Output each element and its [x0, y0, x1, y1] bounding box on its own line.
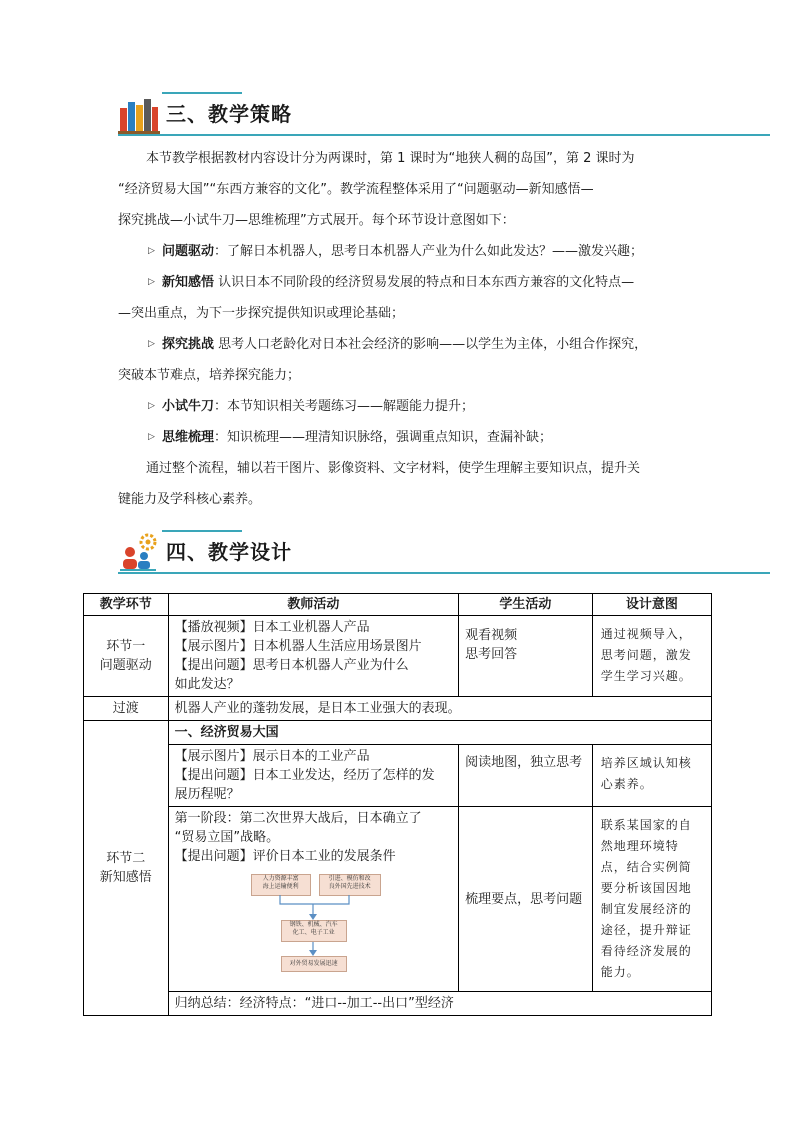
section3-heading: [118, 92, 770, 136]
bullet-item: [118, 267, 683, 298]
teacher-line: 【展示图片】日本机器人生活应用场景图片: [174, 639, 422, 654]
bullet-continuation: —突出重点，为下一步探究提供知识或理论基础；: [118, 306, 405, 321]
heading-accent-line: [162, 530, 242, 532]
teacher-line: 【展示图片】展示日本的工业产品: [174, 749, 370, 764]
books-icon: [118, 94, 160, 134]
triangle-bullet-icon: ▷: [148, 432, 155, 442]
teacher-line: 如此发达？: [174, 677, 240, 692]
transition-text: 机器人产业的蓬勃发展，是日本工业强大的表现。: [168, 697, 711, 721]
bullet-label: 问题驱动: [162, 244, 215, 259]
bullet-continuation: 突破本节难点，培养探究能力；: [118, 368, 301, 383]
teacher-line: 【播放视频】日本工业机器人产品: [174, 620, 370, 635]
teacher-activity-cell: [168, 807, 459, 992]
heading-underline: [118, 134, 770, 136]
table-row: [84, 807, 712, 992]
heading-underline: [118, 572, 770, 574]
column-header: 学生活动: [459, 594, 593, 616]
bullet-text: 本节知识相关考题练习——解题能力提升；: [227, 399, 475, 414]
design-intent-cell: 通过视频导入，思考问题，激发学生学习兴趣。: [592, 616, 711, 697]
outro-line-2: 键能力及学科核心素养。: [118, 492, 262, 507]
stage-cell: 过渡: [84, 697, 169, 721]
table-row: [84, 745, 712, 807]
student-line: 思考回答: [465, 647, 518, 662]
heading-accent-line: [162, 92, 242, 94]
flow-box-trade: 对外贸易发展迅速: [281, 956, 347, 972]
bullet-label: 思维梳理: [162, 430, 215, 445]
column-header: 设计意图: [592, 594, 711, 616]
teaching-design-table: [83, 593, 712, 1016]
intro-line-1: 本节教学根据教材内容设计分为两课时，第 1 课时为“地狭人稠的岛国”，第 2 课时为: [146, 151, 635, 166]
triangle-bullet-icon: ▷: [148, 401, 155, 411]
stage-label: 环节一: [106, 639, 146, 654]
table-row: [84, 721, 712, 745]
triangle-bullet-icon: ▷: [148, 339, 155, 349]
bullet-item: [118, 422, 683, 453]
subsection-title: 一、经济贸易大国: [168, 721, 711, 745]
triangle-bullet-icon: ▷: [148, 277, 155, 287]
student-activity-cell: [459, 616, 593, 697]
bullet-separator: ：: [214, 430, 228, 445]
bullet-item: [118, 329, 683, 360]
teacher-line: 第一阶段：第二次世界大战后，日本确立了: [174, 811, 422, 826]
outro-line-1: 通过整个流程，辅以若干图片、影像资料、文字材料，使学生理解主要知识点，提升关: [146, 461, 641, 476]
stage-name: 新知感悟: [99, 870, 152, 885]
table-row: [84, 992, 712, 1016]
teacher-line: 【提出问题】思考日本机器人产业为什么: [174, 658, 409, 673]
section4-heading: [118, 530, 770, 574]
teacher-activity-cell: [168, 745, 459, 807]
flow-box-resources: 人力资源丰富 海上运输便利: [251, 874, 311, 896]
bullet-separator: ：: [214, 244, 228, 259]
section3-body: [118, 143, 683, 515]
section4-title: 四、教学设计: [166, 540, 292, 564]
teacher-line: 展历程呢？: [174, 787, 240, 802]
table-row: [84, 616, 712, 697]
stage-cell: [84, 721, 169, 1016]
bullet-label: 探究挑战: [162, 337, 215, 352]
table-row: [84, 697, 712, 721]
section3-title: 三、教学策略: [166, 102, 292, 126]
stage-label: 环节二: [106, 851, 146, 866]
teacher-line: 【提出问题】日本工业发达，经历了怎样的发: [174, 768, 435, 783]
stage-cell: [84, 616, 169, 697]
flow-box-industries: 钢铁、机械、汽车 化工、电子工业: [281, 920, 347, 942]
table-header-row: [84, 594, 712, 616]
bullet-text: 了解日本机器人，思考日本机器人产业为什么如此发达？——激发兴趣；: [227, 244, 644, 259]
teacher-activity-cell: [168, 616, 459, 697]
bullet-label: 小试牛刀: [162, 399, 215, 414]
stage-name: 问题驱动: [99, 658, 152, 673]
student-activity-cell: 梳理要点，思考问题: [459, 807, 593, 992]
student-line: 观看视频: [465, 628, 518, 643]
bullet-text: 思考人口老龄化对日本社会经济的影响——以学生为主体，小组合作探究，: [218, 337, 648, 352]
column-header: 教学环节: [84, 594, 169, 616]
design-intent-cell: 培养区域认知核心素养。: [592, 745, 711, 807]
bullet-separator: ：: [214, 399, 228, 414]
intro-line-3: 探究挑战—小试牛刀—思维梳理”方式展开。每个环节设计意图如下：: [118, 213, 515, 228]
student-activity-cell: 阅读地图，独立思考: [459, 745, 593, 807]
bullet-item: [118, 236, 683, 267]
design-intent-cell: 联系某国家的自然地理环境特点，结合实例简要分析该国因地制宜发展经济的途径，提升辩证看待经济发展的能力。: [592, 807, 711, 992]
bullet-text: 知识梳理——理清知识脉络，强调重点知识，查漏补缺；: [227, 430, 553, 445]
bullet-item: [118, 391, 683, 422]
industry-flowchart: [251, 872, 421, 980]
flow-box-technology: 引进、模仿和改 良外国先进技术: [319, 874, 381, 896]
intro-line-2: “经济贸易大国”“东西方兼容的文化”。教学流程整体采用了“问题驱动—新知感悟—: [118, 182, 594, 197]
teacher-line: “贸易立国”战略。: [174, 830, 280, 845]
bullet-label: 新知感悟: [162, 275, 215, 290]
gear-people-icon: [118, 532, 160, 572]
triangle-bullet-icon: ▷: [148, 246, 155, 256]
teacher-line: 【提出问题】评价日本工业的发展条件: [174, 849, 396, 864]
bullet-text: 认识日本不同阶段的经济贸易发展的特点和日本东西方兼容的文化特点—: [218, 275, 635, 290]
summary-cell: 归纳总结：经济特点：“进口--加工--出口”型经济: [168, 992, 711, 1016]
column-header: 教师活动: [168, 594, 459, 616]
